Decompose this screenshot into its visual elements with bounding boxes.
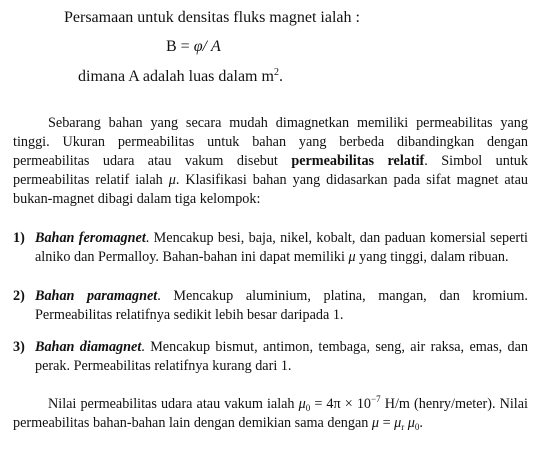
paragraph-text: . Klasifikasi bahan yang didasarkan pada sifat magnet atau bukan-magnet dibagi dalam tiga kelompok:: [13, 172, 528, 207]
list-item-paramagnet: [13, 287, 528, 325]
list-item-body: [35, 229, 528, 267]
relative-permeability-term: permeabilitas relatif: [291, 153, 425, 169]
list-item-body: [35, 287, 528, 325]
flux-density-formula: [166, 38, 221, 56]
list-item-text: . Mencakup besi, baja, nikel, kobalt, dan paduan komersial seperti alniko dan Permalloy. Bahan-bahan ini dapat memiliki: [35, 230, 528, 265]
paragraph-text: . Simbol untuk permeabilitas relatif ialah: [13, 153, 528, 188]
list-item-term: Bahan feromagnet: [35, 230, 146, 246]
paragraph-text: H/m (henry/meter). Nilai permeabilitas bahan-bahan lain dengan demikian sama dengan: [13, 396, 528, 431]
mu-subscript: 0: [305, 403, 311, 413]
intro-line: [64, 9, 360, 27]
list-item-ferromagnet: [13, 229, 528, 267]
list-item-diamagnet: [13, 338, 528, 376]
area-definition: [78, 68, 283, 86]
list-item-text: yang tinggi, dalam ribuan.: [355, 249, 509, 265]
list-item-number: 1): [13, 230, 25, 246]
area-unit-exponent: 2: [273, 67, 279, 78]
mu-symbol: μ: [348, 249, 356, 265]
list-item-number: 2): [13, 288, 25, 304]
list-item-text: . Mencakup aluminium, platina, mangan, dan kromium. Permeabilitas relatifnya sedikit lebih besar daripada 1.: [35, 288, 528, 323]
equation-text: = 4π × 10: [310, 396, 372, 412]
mu-symbol: μ: [371, 415, 380, 431]
mu-symbol: μ: [298, 396, 306, 412]
mu-subscript: r: [401, 422, 405, 432]
formula-rhs: φ/ A: [193, 38, 221, 55]
list-item-text: . Mencakup bismut, antimon, tembaga, seng, air raksa, emas, dan perak. Permeabilitas relatifnya kurang dari 1.: [35, 339, 528, 374]
list-item-body: [35, 338, 528, 376]
list-item-term: Bahan paramagnet: [35, 288, 158, 304]
formula-lhs: B =: [166, 38, 194, 55]
exponent: −7: [371, 394, 381, 404]
paragraph-text: Sebarang bahan yang secara mudah dimagnetkan memiliki permeabilitas yang tinggi. Ukuran permeabilitas untuk bahan yang berbeda dibandingkan dengan permeabilitas udara atau vakum disebut: [13, 115, 528, 169]
mu-symbol: μ: [407, 415, 415, 431]
intro-text: Persamaan untuk densitas fluks magnet ialah :: [64, 9, 360, 26]
mu-subscript: 0: [414, 422, 420, 432]
vacuum-permeability-paragraph: [13, 395, 528, 433]
area-definition-text: dimana A adalah luas dalam m: [78, 68, 274, 85]
list-item-number: 3): [13, 339, 25, 355]
paragraph-text: Nilai permeabilitas udara atau vakum ialah: [48, 396, 299, 412]
mu-symbol: μ: [394, 415, 402, 431]
area-definition-end: .: [278, 68, 283, 85]
mu-symbol: μ: [168, 172, 176, 188]
equation-text: =: [379, 415, 395, 431]
list-item-term: Bahan diamagnet: [35, 339, 142, 355]
paragraph-end: .: [419, 415, 423, 431]
permeability-paragraph: [13, 114, 528, 209]
